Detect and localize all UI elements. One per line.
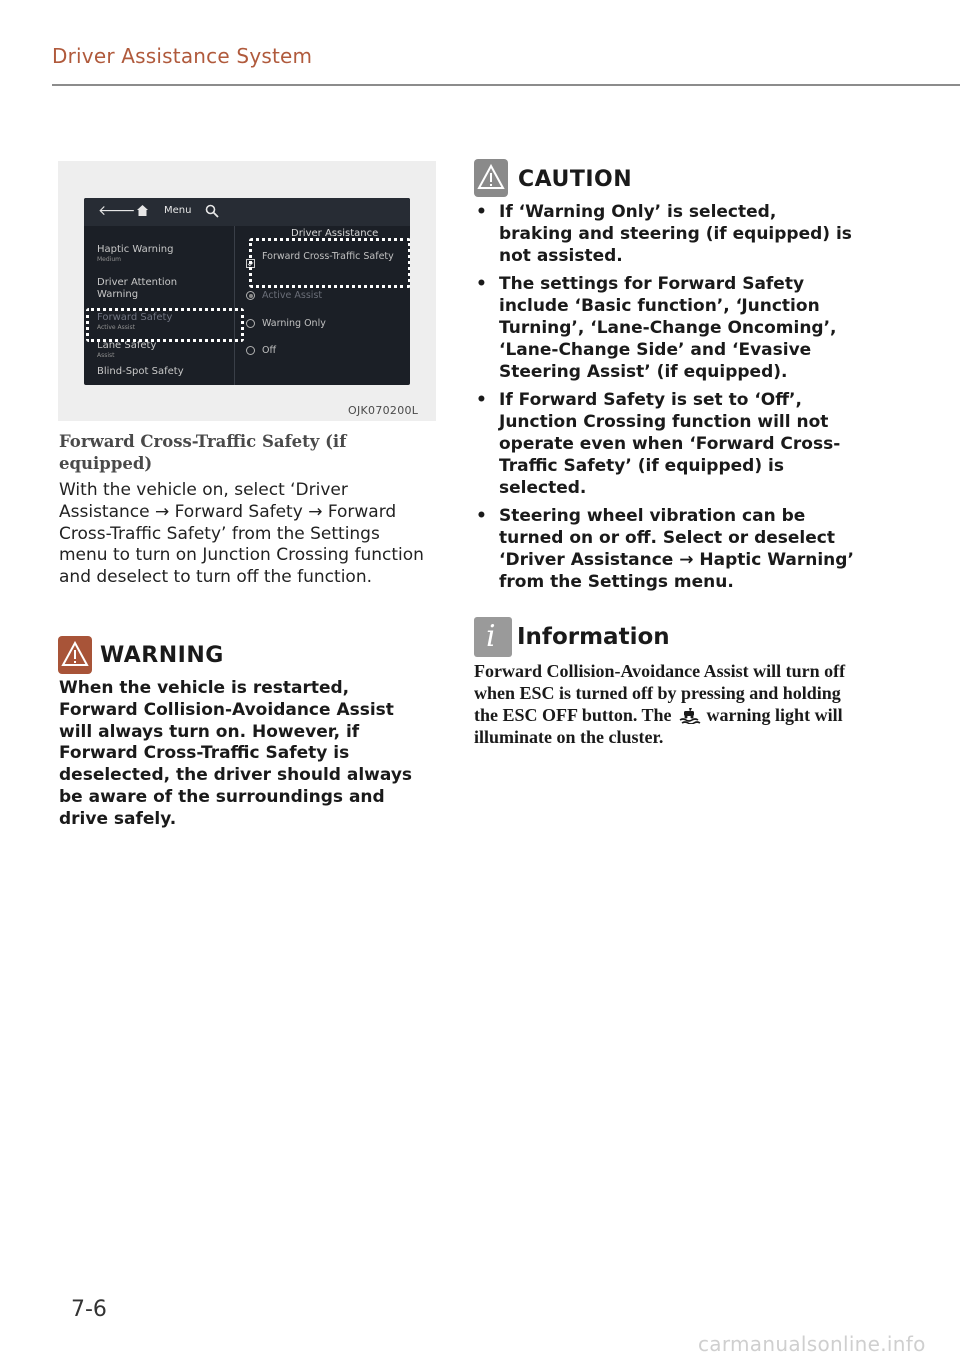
back-arrow-icon: 🡐 (98, 203, 136, 219)
home-icon (136, 204, 149, 220)
watermark: carmanualsonline.info (698, 1332, 926, 1356)
warning-body: When the vehicle is restarted, Forward Collision-Avoidance Assist will always turn on. However, if Forward Cross-Traffic Safety is deselected, the driver should always be aware of the surroundings and drive safely. (59, 678, 413, 829)
settings-screenshot-figure (58, 161, 436, 421)
search-icon (205, 204, 219, 221)
page-number: 7-6 (71, 1297, 107, 1322)
screen-left-item-blind-spot: Blind-Spot Safety (97, 366, 184, 377)
running-header: Driver Assistance System (52, 44, 313, 68)
caution-title: CAUTION (518, 167, 633, 192)
caution-item: • If Forward Safety is set to ‘Off’, Junction Crossing function will not operate even when ‘Forward Cross-Traffic Safety’ (if equipped) is selected. (474, 390, 854, 499)
screen-top-bar (84, 198, 410, 226)
screen-divider (234, 226, 235, 385)
infotainment-screen (84, 198, 410, 385)
screen-right-item-warning-only: Warning Only (262, 318, 326, 329)
radio-selected-icon (246, 291, 255, 300)
screen-right-item-fcts: Forward Cross-Traffic Safety (262, 251, 394, 262)
section-heading: Forward Cross-Traffic Safety (if equipped) (59, 432, 347, 473)
header-rule (52, 84, 960, 86)
caution-item: • The settings for Forward Safety include ‘Basic function’, ‘Junction Turning’, ‘Lane-Change Oncoming’, ‘Lane-Change Side’ and ‘Evasive Steering Assist’ (if equipped). (474, 274, 854, 383)
radio-icon (246, 346, 255, 355)
screen-left-item-lane-safety: Lane Safety Assist (97, 340, 157, 359)
caution-item: • Steering wheel vibration can be turned on or off. Select or deselect ‘Driver Assistance → Haptic Warning’ from the Settings menu. (474, 506, 854, 593)
screen-right-item-off: Off (262, 345, 277, 356)
highlight-forward-safety (86, 308, 244, 342)
screen-left-item-driver-attention: Driver Attention Warning (97, 277, 178, 300)
screen-left-item-haptic: Haptic Warning Medium (97, 244, 174, 263)
warning-triangle-icon (58, 636, 92, 674)
screen-left-item-forward-safety: Forward Safety Active Assist (97, 312, 173, 331)
caution-list (474, 202, 854, 601)
caution-triangle-icon (474, 159, 508, 197)
information-title: Information (517, 624, 670, 650)
screen-right-item-active-assist: Active Assist (262, 290, 323, 301)
caution-item: • If ‘Warning Only’ is selected, braking and steering (if equipped) is not assisted. (474, 202, 854, 267)
section-body: With the vehicle on, select ‘Driver Assistance → Forward Safety → Forward Cross-Traffic Safety’ from the Settings menu to turn on Junction Crossing function and deselect to turn off the function. (59, 480, 424, 588)
menu-label: Menu (164, 205, 192, 216)
radio-icon (246, 319, 255, 328)
esc-off-icon (676, 706, 702, 724)
information-body: Forward Collision-Avoidance Assist will turn off when ESC is turned off by pressing and holding the ESC OFF button. The warning light will illuminate on the cluster. (474, 661, 846, 747)
info-icon: i (474, 617, 512, 657)
screen-panel-title: Driver Assistance (291, 228, 379, 239)
figure-code: OJK070200L (348, 404, 419, 417)
highlight-fcts (249, 238, 410, 288)
warning-title: WARNING (100, 643, 224, 668)
